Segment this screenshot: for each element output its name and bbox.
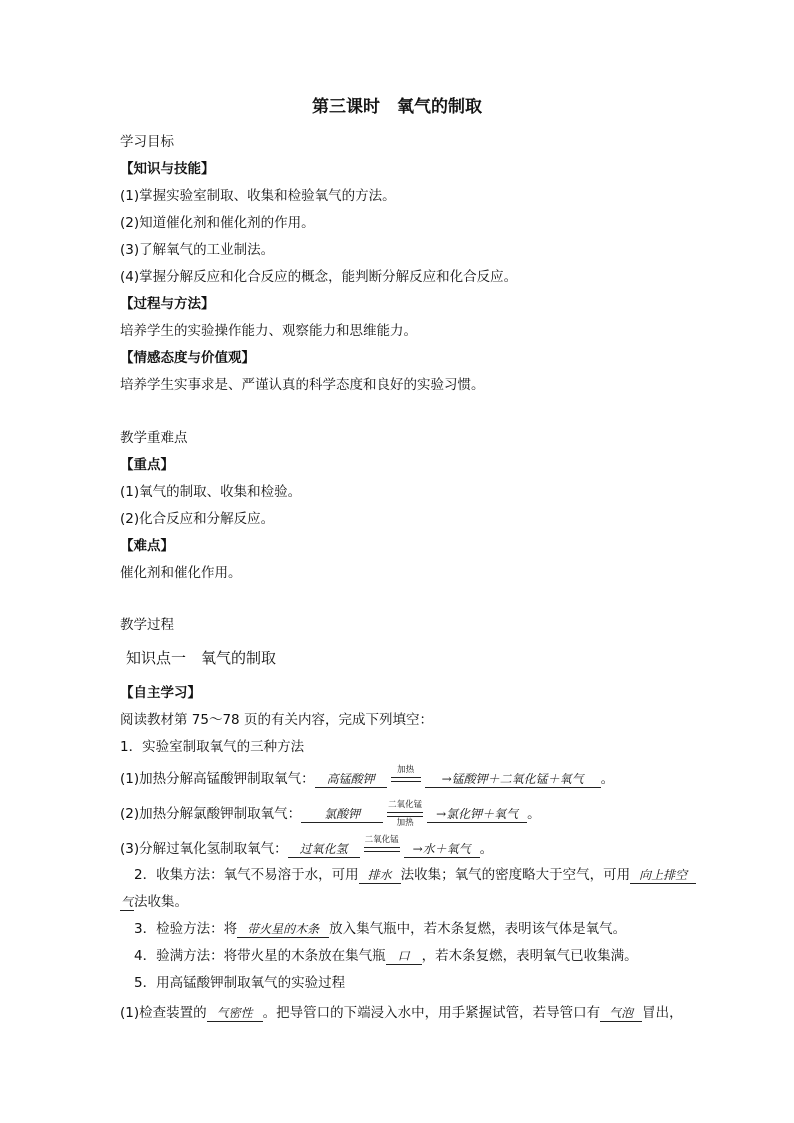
objectives-heading: 学习目标 [120,134,174,150]
method-2-condition-top: 二氧化锰 [388,800,423,810]
method-2-label: (2)加热分解氯酸钾制取氧气： [120,806,302,822]
question-2-text-c: 法收集。 [134,894,189,910]
method-3-condition [362,835,402,860]
objective-item: (3)了解氧气的工业制法。 [120,242,275,258]
question-5-step-1-fill-2: 气泡 [600,1005,642,1022]
question-5-step-1-fill: 气密性 [207,1005,263,1022]
equals-sign-icon [364,847,400,852]
period: 。 [479,841,494,857]
question-2-text-b: 法收集；氧气的密度略大于空气，可用 [400,867,631,883]
knowledge-point-title: 知识点一 氧气的制取 [126,649,277,667]
period: 。 [527,806,541,822]
method-1-condition [389,765,423,790]
question-4-fill: 口 [386,948,422,965]
method-2-row [120,800,541,828]
process-method-heading: 【过程与方法】 [120,296,215,312]
difficulty-text: 催化剂和催化作用。 [120,565,242,581]
key-points-heading: 教学重难点 [120,430,188,446]
question-3-text-a: 3．检验方法：将 [134,921,238,937]
focus-item: (1)氧气的制取、收集和检验。 [120,484,302,500]
method-2-products: 氯化钾＋氧气 [446,807,519,821]
question-2-fill-2-continued: 气 [121,895,134,909]
arrow-icon: → [412,842,423,856]
question-5-step-1-text-a: (1)检查装置的 [120,1005,207,1021]
method-1-condition-top: 加热 [397,765,415,775]
knowledge-skills-heading: 【知识与技能】 [120,161,215,177]
method-2-products-fill [427,806,527,823]
question-1-heading: 1．实验室制取氧气的三种方法 [120,739,305,755]
method-2-reactant-fill: 氯酸钾 [301,806,383,823]
method-1-label: (1)加热分解高锰酸钾制取氧气： [120,771,315,787]
method-3-reactant-fill: 过氧化氢 [288,841,360,858]
equals-sign-icon [387,812,423,817]
question-3-row [134,920,626,938]
question-5-heading: 5．用高锰酸钾制取氧气的实验过程 [134,975,346,991]
period: 。 [600,771,615,787]
attitude-heading: 【情感态度与价值观】 [120,350,255,366]
objective-item: (1)掌握实验室制取、收集和检验氧气的方法。 [120,188,396,204]
question-4-row [134,947,638,965]
question-2-fill-1: 排水 [359,867,401,884]
question-2-fill-2: 向上排空 [630,867,696,884]
question-5-step-1-text-c: 冒出， [642,1005,683,1021]
reading-instruction: 阅读教材第 75～78 页的有关内容，完成下列填空： [120,712,433,728]
question-2-row [134,866,696,884]
question-2-text-a: 2．收集方法：氧气不易溶于水，可用 [134,867,359,883]
objective-item: (4)掌握分解反应和化合反应的概念，能判断分解反应和化合反应。 [120,269,518,285]
process-method-text: 培养学生的实验操作能力、观察能力和思维能力。 [120,323,417,339]
focus-heading: 【重点】 [120,457,174,473]
self-study-heading: 【自主学习】 [120,685,201,701]
question-5-step-1-text-b: 。把导管口的下端浸入水中，用手紧握试管，若导管口有 [262,1005,601,1021]
equals-sign-icon [391,777,421,782]
method-2-condition [385,800,425,828]
question-4-text-b: ，若木条复燃，表明氧气已收集满。 [421,948,638,964]
method-1-row [120,765,615,790]
method-3-products-fill [404,841,480,858]
arrow-icon: → [441,772,452,786]
page-title: 第三课时 氧气的制取 [312,97,482,117]
question-2-row-continued [120,893,188,911]
arrow-icon: → [436,807,447,821]
focus-item: (2)化合反应和分解反应。 [120,511,275,527]
method-3-products: 水＋氧气 [422,842,471,856]
attitude-text: 培养学生实事求是、严谨认真的科学态度和良好的实验习惯。 [120,377,485,393]
question-5-step-1 [120,1004,683,1022]
difficulty-heading: 【难点】 [120,538,174,554]
method-1-reactant-fill: 高锰酸钾 [315,771,387,788]
method-3-label: (3)分解过氧化氢制取氧气： [120,841,288,857]
question-3-fill: 带火星的木条 [237,921,329,938]
method-1-products: 锰酸钾＋二氧化锰＋氧气 [451,772,584,786]
teaching-process-heading: 教学过程 [120,617,174,633]
method-2-condition-bottom: 加热 [396,818,414,828]
method-3-row [120,835,494,860]
method-3-condition-top: 二氧化锰 [364,835,399,845]
question-4-text-a: 4．验满方法：将带火星的木条放在集气瓶 [134,948,386,964]
objective-item: (2)知道催化剂和催化剂的作用。 [120,215,315,231]
question-3-text-b: 放入集气瓶中，若木条复燃，表明该气体是氧气。 [329,921,627,937]
method-1-products-fill [425,771,601,788]
